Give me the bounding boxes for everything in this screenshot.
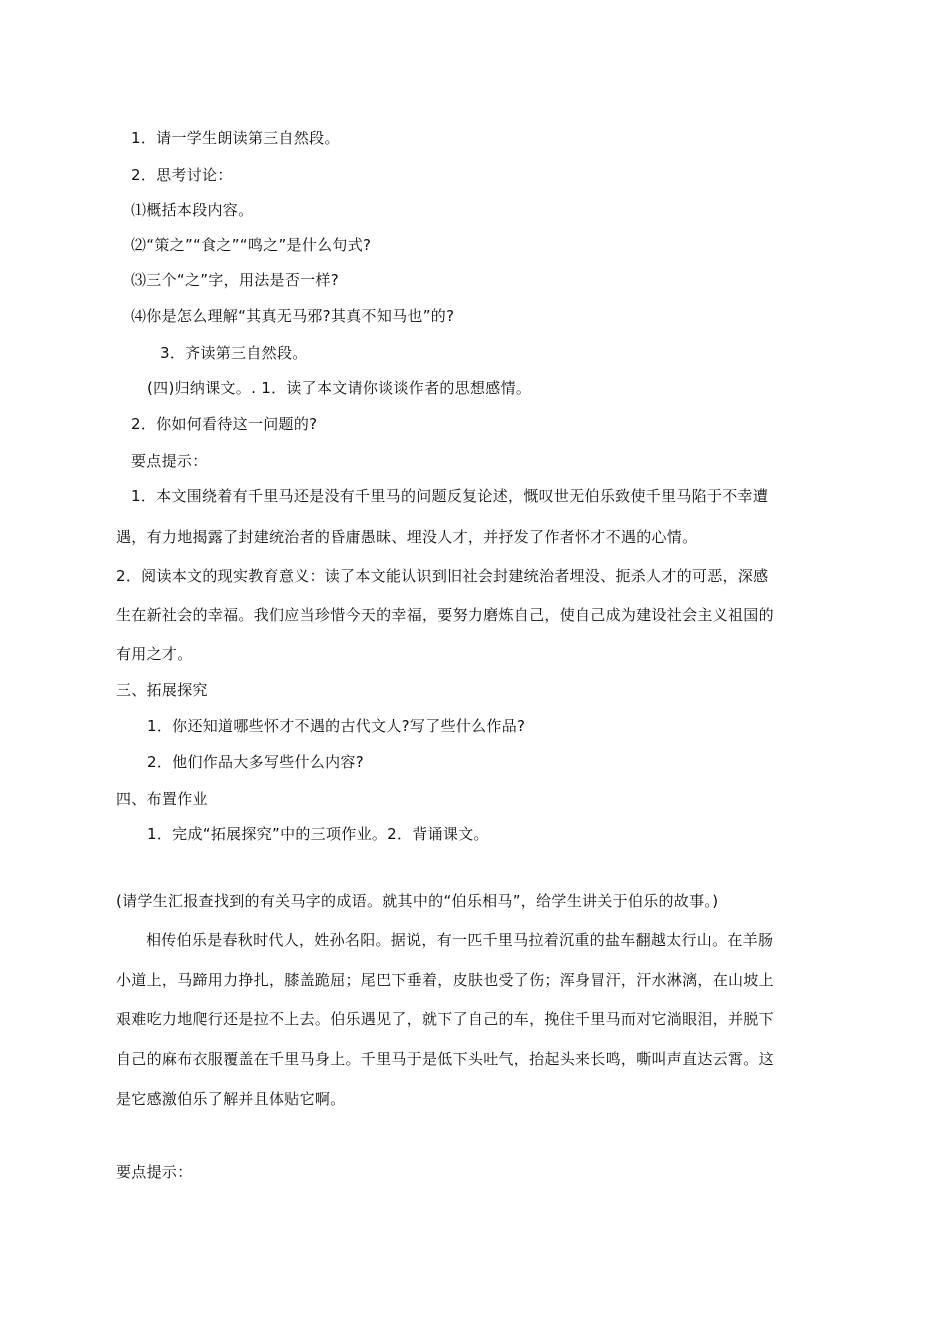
text-line: 2．思考讨论： [131, 166, 233, 184]
text-line: 1．请一学生朗读第三自然段。 [131, 129, 340, 147]
text-line: 生在新社会的幸福。我们应当珍惜今天的幸福，要努力磨炼自己，使自己成为建设社会主义祖国的 [116, 606, 774, 624]
section-heading: 三、拓展探究 [116, 681, 208, 699]
text-line: 1．本文围绕着有千里马还是没有千里马的问题反复论述，慨叹世无伯乐致使千里马陷于不幸遭 [131, 487, 769, 505]
text-line: 2．他们作品大多写些什么内容? [147, 753, 365, 771]
text-line: 3．齐读第三自然段。 [160, 344, 308, 362]
story-paragraph-line: 小道上，马蹄用力挣扎，膝盖跪屈；尾巴下垂着，皮肤也受了伤；浑身冒汗，汗水淋漓，在山坡上 [116, 971, 774, 989]
text-line: 遇，有力地揭露了封建统治者的昏庸愚昧、埋没人才，并抒发了作者怀才不遇的心情。 [116, 528, 698, 546]
text-line: 1．完成“拓展探究”中的三项作业。2．背诵课文。 [147, 825, 489, 843]
story-paragraph-line: 相传伯乐是春秋时代人，姓孙名阳。据说，有一匹千里马拉着沉重的盐车翻越太行山。在羊肠 [146, 931, 774, 949]
story-paragraph-line: 艰难吃力地爬行还是拉不上去。伯乐遇见了，就下了自己的车，挽住千里马而对它淌眼泪，并脱下 [116, 1010, 774, 1028]
text-line: ⑷你是怎么理解“其真无马邪?其真不知马也”的? [131, 307, 455, 325]
text-line: 2．你如何看待这一问题的? [131, 415, 318, 433]
text-line: ⑴概括本段内容。 [131, 201, 254, 219]
text-line: 2．阅读本文的现实教育意义：读了本文能认识到旧社会封建统治者埋没、扼杀人才的可恶，深感 [116, 567, 769, 585]
text-line: 1．你还知道哪些怀才不遇的古代文人?写了些什么作品? [147, 717, 526, 735]
text-line: ⑵“策之”“食之”“鸣之”是什么句式? [131, 236, 372, 254]
section-heading: 四、布置作业 [116, 790, 208, 808]
text-line: (四)归纳课文。. 1．读了本文请你谈谈作者的思想感情。 [147, 379, 532, 397]
story-paragraph-line: 自己的麻布衣服覆盖在千里马身上。千里马于是低下头吐气，抬起头来长鸣，嘶叫声直达云霄。这 [116, 1050, 774, 1068]
section-heading: 要点提示： [116, 1163, 193, 1181]
text-line: 有用之才。 [116, 645, 193, 663]
story-paragraph-line: 是它感激伯乐了解并且体贴它啊。 [116, 1090, 346, 1108]
text-line: ⑶三个“之”字，用法是否一样? [131, 271, 340, 289]
section-heading: 要点提示： [131, 452, 208, 470]
text-line: (请学生汇报查找到的有关马字的成语。就其中的“伯乐相马”，给学生讲关于伯乐的故事。) [116, 892, 719, 910]
